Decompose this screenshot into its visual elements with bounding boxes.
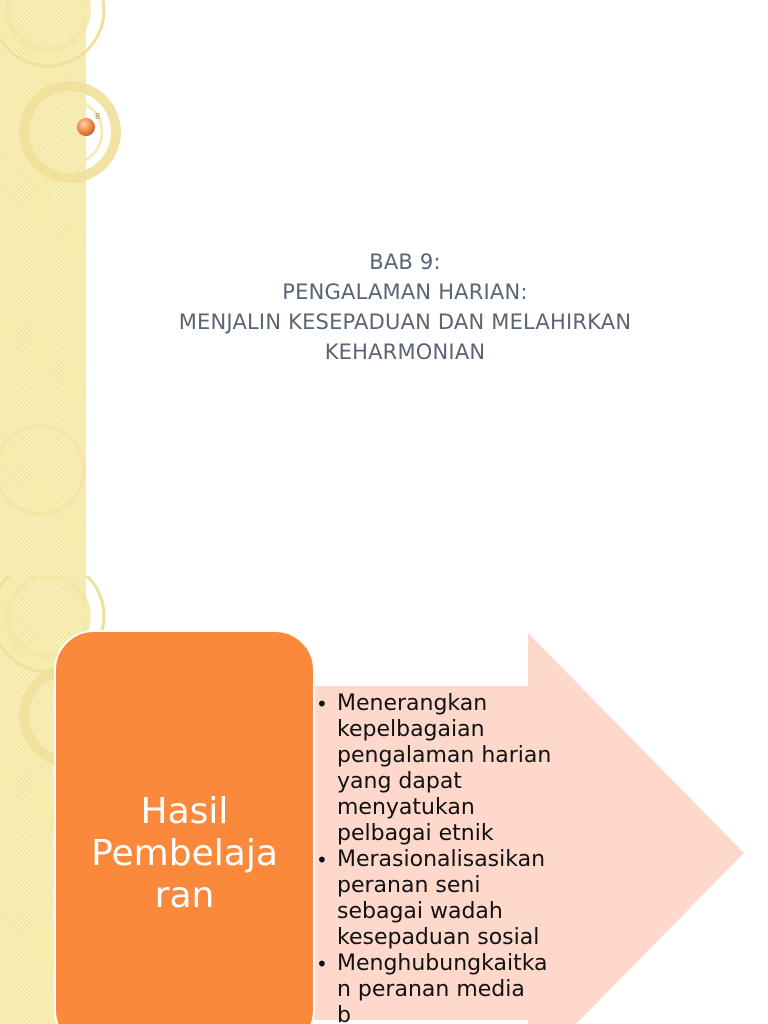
list-item-line: Menghubungkaitka	[337, 951, 548, 976]
box-label-line: Hasil	[140, 791, 229, 832]
list-item-line: yang dapat	[337, 769, 462, 794]
title-line: BAB 9:	[369, 250, 441, 274]
learning-outcome-list	[312, 691, 602, 1024]
list-item-line: pengalaman harian	[337, 743, 552, 768]
list-item	[312, 951, 602, 1024]
box-label-line: ran	[154, 875, 215, 916]
list-item-line: kesepaduan sosial	[337, 925, 540, 950]
list-item-line: n peranan media	[337, 977, 525, 1002]
list-item-line: sebagai wadah	[337, 899, 503, 924]
list-item-line: b	[337, 1003, 351, 1024]
list-item	[312, 847, 602, 951]
list-item-line: kepelbagaian	[337, 717, 485, 742]
title-line: KEHARMONIAN	[324, 340, 486, 364]
list-item-line: Menerangkan	[337, 691, 488, 716]
slide-title	[110, 247, 700, 367]
bullet-icon: •	[316, 848, 328, 872]
box-label-line: Pembelaja	[91, 833, 278, 874]
list-item-line: menyatukan	[337, 795, 475, 820]
list-item-line: Merasionalisasikan	[337, 847, 546, 872]
accent-bead	[77, 118, 95, 136]
list-item-line: pelbagai etnik	[337, 821, 494, 846]
bullet-icon: •	[316, 952, 328, 976]
list-item	[312, 691, 602, 847]
learning-outcome-label	[54, 791, 315, 917]
slide-number: 8	[95, 112, 101, 121]
content-slide	[0, 576, 768, 1024]
title-line: MENJALIN KESEPADUAN DAN MELAHIRKAN	[178, 310, 632, 334]
bullet-icon: •	[316, 692, 328, 716]
title-line: PENGALAMAN HARIAN:	[282, 280, 528, 304]
list-item-line: peranan seni	[337, 873, 481, 898]
